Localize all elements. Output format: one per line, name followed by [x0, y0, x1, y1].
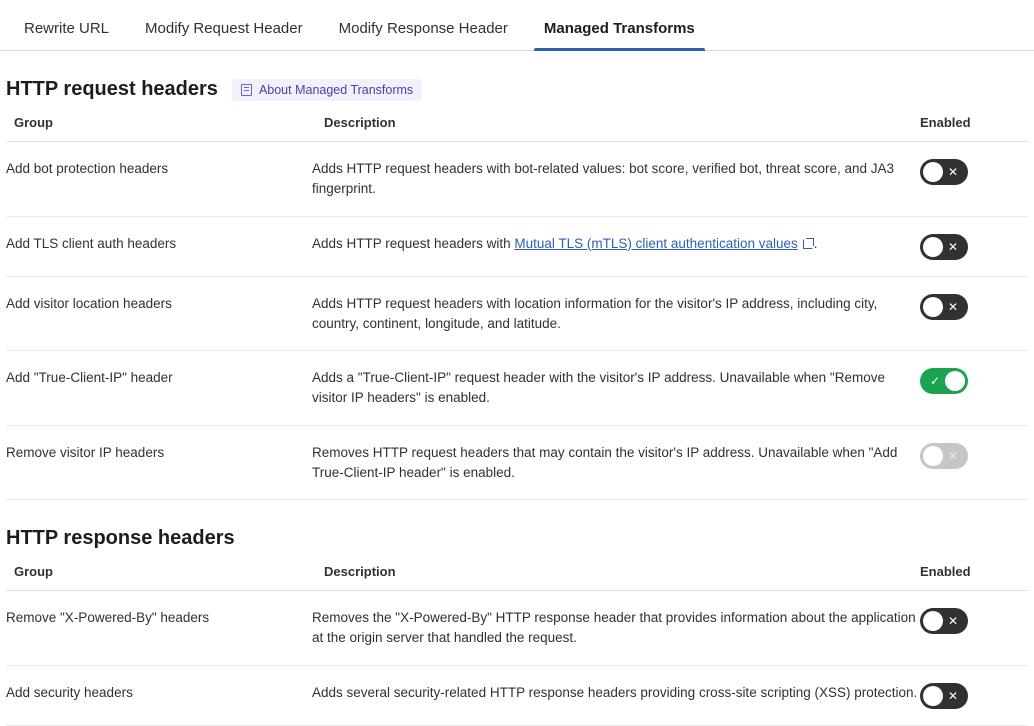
column-header-description: Description — [312, 564, 920, 591]
table-row — [6, 142, 1028, 217]
row-description-text: Adds HTTP request headers with — [312, 235, 515, 251]
row-group-name: Remove "X-Powered-By" headers — [6, 591, 312, 666]
row-description — [312, 665, 920, 725]
row-description — [312, 591, 920, 666]
enabled-toggle[interactable] — [920, 368, 968, 394]
toggle-knob — [923, 237, 943, 257]
table-row — [6, 665, 1028, 725]
row-description-text: Adds a "True-Client-IP" request header with the visitor's IP address. Unavailable when "Remove visitor IP headers" is enabled. — [312, 370, 885, 406]
toggle-knob — [923, 611, 943, 631]
section — [0, 500, 1034, 726]
about-managed-transforms-chip[interactable] — [232, 79, 422, 101]
managed-transforms-table — [6, 115, 1028, 500]
row-group-name: Add TLS client auth headers — [6, 216, 312, 276]
section-title: HTTP response headers — [6, 527, 235, 549]
row-enabled-cell — [920, 665, 1028, 725]
table-row — [6, 216, 1028, 276]
cross-icon: ✕ — [947, 448, 959, 463]
check-icon: ✓ — [929, 374, 941, 388]
row-group-name: Add visitor location headers — [6, 276, 312, 351]
row-enabled-cell — [920, 591, 1028, 666]
row-group-name: Add "True-Client-IP" header — [6, 351, 312, 426]
row-enabled-cell — [920, 276, 1028, 351]
column-header-enabled: Enabled — [920, 564, 1028, 591]
row-description — [312, 276, 920, 351]
managed-transforms-table — [6, 564, 1028, 726]
table-row — [6, 351, 1028, 426]
row-description-link[interactable]: Mutual TLS (mTLS) client authentication values — [514, 235, 798, 251]
column-header-description: Description — [312, 115, 920, 142]
row-description-text: Adds HTTP request headers with location information for the visitor's IP address, including city, country, continent, longitude, and latitude. — [312, 295, 878, 331]
enabled-toggle[interactable] — [920, 294, 968, 320]
document-icon — [241, 84, 252, 96]
sections-root — [0, 51, 1034, 726]
section-title: HTTP request headers — [6, 78, 218, 100]
row-description — [312, 351, 920, 426]
tab-managed-transforms[interactable]: Managed Transforms — [526, 21, 713, 50]
cross-icon: ✕ — [947, 614, 959, 628]
column-header-enabled: Enabled — [920, 115, 1028, 142]
row-enabled-cell — [920, 351, 1028, 426]
row-description — [312, 425, 920, 500]
section-header — [6, 500, 1028, 564]
table-row — [6, 276, 1028, 351]
row-description-text: Adds HTTP request headers with bot-related values: bot score, verified bot, threat score, and JA3 fingerprint. — [312, 161, 895, 197]
row-description-text: Adds several security-related HTTP response headers providing cross-site scripting (XSS) protection. — [312, 684, 918, 700]
row-group-name: Add bot protection headers — [6, 142, 312, 217]
row-enabled-cell — [920, 142, 1028, 217]
row-description-text: Removes the "X-Powered-By" HTTP response header that provides information about the application at the origin server that handled the request. — [312, 610, 916, 646]
row-description-suffix: . — [813, 235, 818, 251]
table-row — [6, 425, 1028, 500]
table-row — [6, 591, 1028, 666]
toggle-knob — [923, 162, 943, 182]
enabled-toggle[interactable] — [920, 159, 968, 185]
enabled-toggle[interactable] — [920, 234, 968, 260]
enabled-toggle[interactable] — [920, 683, 968, 709]
column-header-group: Group — [6, 115, 312, 142]
about-chip-label: About Managed Transforms — [258, 82, 414, 97]
row-description — [312, 216, 920, 276]
table-header-row — [6, 564, 1028, 591]
toggle-knob — [945, 371, 965, 391]
section-header — [6, 51, 1028, 115]
enabled-toggle[interactable] — [920, 608, 968, 634]
toggle-knob — [923, 686, 943, 706]
tab-bar — [0, 0, 1034, 51]
row-enabled-cell — [920, 216, 1028, 276]
row-group-name: Add security headers — [6, 665, 312, 725]
table-header-row — [6, 115, 1028, 142]
cross-icon: ✕ — [947, 239, 959, 254]
row-group-name: Remove visitor IP headers — [6, 425, 312, 500]
toggle-knob — [923, 446, 943, 466]
external-link-icon — [803, 238, 814, 249]
toggle-knob — [923, 297, 943, 317]
cross-icon: ✕ — [947, 299, 959, 314]
tab-modify-response-header[interactable]: Modify Response Header — [338, 20, 508, 37]
row-description — [312, 142, 920, 217]
row-description-text: Removes HTTP request headers that may contain the visitor's IP address. Unavailable when "Add True-Client-IP header" is enabled. — [312, 444, 898, 480]
enabled-toggle — [920, 443, 968, 469]
section — [0, 51, 1034, 500]
cross-icon: ✕ — [947, 688, 959, 703]
tab-modify-request-header[interactable]: Modify Request Header — [145, 20, 303, 37]
cross-icon: ✕ — [947, 165, 959, 179]
row-enabled-cell — [920, 425, 1028, 500]
column-header-group: Group — [6, 564, 312, 591]
tab-rewrite-url[interactable]: Rewrite URL — [24, 20, 110, 37]
